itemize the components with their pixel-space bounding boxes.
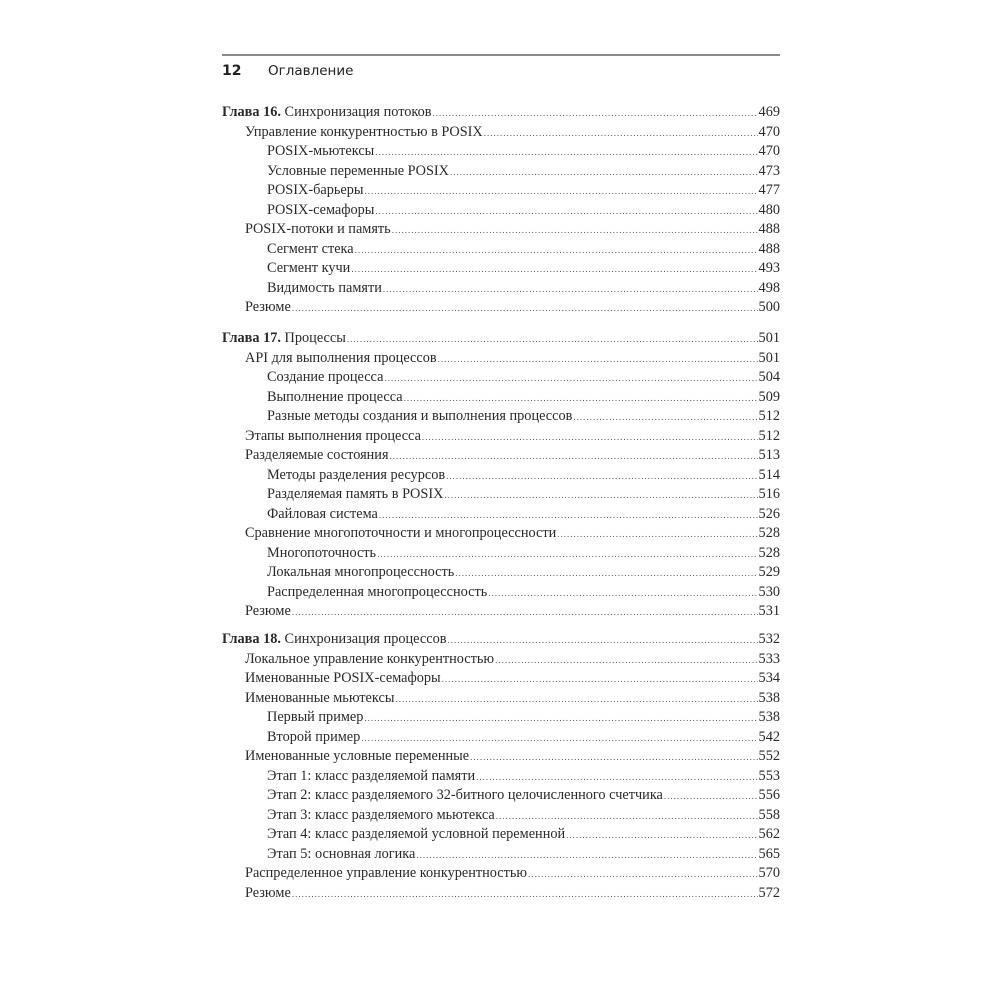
page-ref: 553: [758, 767, 780, 784]
chapter-title: [222, 103, 432, 123]
page-ref: 473: [758, 162, 780, 179]
dot-leader: [438, 350, 758, 370]
toc-section[interactable]: [222, 446, 780, 466]
page-ref: 572: [758, 884, 780, 901]
dot-leader: [557, 525, 757, 545]
dot-leader: [433, 104, 758, 124]
entry-title: Этап 5: основная логика: [267, 845, 416, 862]
toc-subsection[interactable]: [222, 485, 780, 505]
page-ref: 556: [758, 787, 780, 803]
toc-section[interactable]: [222, 123, 780, 143]
entry-title: POSIX-семафоры: [267, 201, 375, 218]
entry-title: Разные методы создания и выполнения процессов: [267, 408, 573, 424]
toc-subsection[interactable]: [222, 728, 780, 748]
chapter-title: [222, 329, 346, 349]
dot-leader: [488, 584, 757, 604]
toc-subsection[interactable]: [222, 279, 780, 299]
running-header: [222, 61, 353, 81]
toc-subsection[interactable]: [222, 388, 780, 408]
dot-leader: [484, 124, 758, 144]
entry-title: POSIX-барьеры: [267, 182, 364, 198]
entry-title: Локальная многопроцессность: [267, 564, 455, 580]
dot-leader: [383, 280, 758, 300]
toc-subsection[interactable]: [222, 201, 780, 221]
page-ref: 500: [758, 299, 780, 315]
dot-leader: [392, 221, 758, 241]
toc-section[interactable]: [222, 524, 780, 544]
chapter-name: Синхронизация процессов: [284, 631, 447, 647]
page-ref: 509: [758, 388, 780, 405]
entry-title: Видимость памяти: [267, 279, 382, 296]
dot-leader: [496, 807, 758, 827]
entry-title: Этап 1: класс разделяемой памяти: [267, 767, 476, 784]
entry-title: POSIX-мьютексы: [267, 143, 375, 159]
page-ref: 542: [758, 728, 780, 745]
dot-leader: [355, 241, 758, 261]
entry-title: POSIX-потоки и память: [245, 221, 391, 237]
chapter-title: [222, 630, 446, 650]
page-ref: 558: [758, 806, 780, 823]
toc-subsection[interactable]: [222, 240, 780, 260]
page-ref: 504: [758, 369, 780, 385]
toc-chapter-16: [222, 103, 780, 318]
toc-chapter-heading[interactable]: [222, 630, 780, 650]
dot-leader: [528, 865, 757, 885]
page-ref: 570: [758, 865, 780, 881]
toc-section[interactable]: [222, 427, 780, 447]
page-ref: 528: [758, 525, 780, 541]
toc-section[interactable]: [222, 602, 780, 622]
entry-title: Сегмент кучи: [267, 260, 351, 276]
page-ref: 498: [758, 279, 780, 296]
toc-section[interactable]: [222, 220, 780, 240]
chapter-name: Процессы: [284, 330, 346, 346]
page-ref: 562: [758, 826, 780, 842]
toc-subsection[interactable]: [222, 544, 780, 564]
entry-title: Разделяемая память в POSIX: [267, 486, 444, 502]
toc-chapter-18: [222, 630, 780, 903]
page-ref: 528: [758, 544, 780, 561]
toc-chapter-17: [222, 329, 780, 622]
entry-title: Резюме: [245, 884, 291, 901]
toc-section[interactable]: [222, 689, 780, 709]
dot-leader: [404, 389, 758, 409]
page-ref: 529: [758, 564, 780, 580]
entry-title: Распределенное управление конкурентностью: [245, 865, 528, 881]
page-ref: 488: [758, 240, 780, 257]
page-ref: 526: [758, 505, 780, 522]
dot-leader: [416, 846, 757, 866]
toc-subsection[interactable]: [222, 142, 780, 162]
page-ref: 501: [758, 349, 780, 366]
page-ref: 552: [758, 748, 780, 764]
dot-leader: [364, 182, 757, 202]
toc-section[interactable]: [222, 650, 780, 670]
dot-leader: [375, 143, 757, 163]
entry-title: Именованные POSIX-семафоры: [245, 670, 441, 686]
entry-title: Локальное управление конкурентностью: [245, 650, 495, 667]
page-ref: 565: [758, 845, 780, 862]
page-ref: 512: [758, 408, 780, 424]
page-number: 12: [222, 63, 242, 79]
entry-title: Условные переменные POSIX: [267, 162, 449, 179]
page-ref: 477: [758, 182, 780, 198]
dot-leader: [364, 709, 757, 729]
page-ref: 534: [758, 670, 780, 686]
page-ref: 470: [758, 143, 780, 159]
entry-title: Именованные условные переменные: [245, 748, 470, 764]
toc-chapter-heading[interactable]: [222, 103, 780, 123]
dot-leader: [292, 603, 758, 623]
entry-title: Этап 3: класс разделяемого мьютекса: [267, 806, 495, 823]
entry-title: API для выполнения процессов: [245, 349, 437, 366]
toc-subsection[interactable]: [222, 259, 780, 279]
entry-title: Резюме: [245, 299, 291, 315]
dot-leader: [422, 428, 758, 448]
dot-leader: [347, 330, 758, 350]
dot-leader: [379, 506, 758, 526]
page-ref: 538: [758, 689, 780, 706]
chapter-name: Синхронизация потоков: [284, 104, 432, 120]
chapter-prefix: Глава 18.: [222, 631, 281, 647]
page-ref: 516: [758, 486, 780, 502]
dot-leader: [375, 202, 757, 222]
dot-leader: [292, 885, 758, 905]
page-ref: 513: [758, 447, 780, 463]
toc-subsection[interactable]: [222, 162, 780, 182]
page-ref: 469: [758, 104, 780, 120]
entry-title: Этапы выполнения процесса: [245, 427, 421, 444]
toc-chapter-heading[interactable]: [222, 329, 780, 349]
toc-subsection[interactable]: [222, 845, 780, 865]
entry-title: Резюме: [245, 603, 291, 619]
page-ref: 533: [758, 650, 780, 667]
dot-leader: [361, 729, 757, 749]
toc-subsection[interactable]: [222, 786, 780, 806]
dot-leader: [442, 670, 758, 690]
entry-title: Многопоточность: [267, 544, 377, 561]
page-ref: 470: [758, 123, 780, 140]
dot-leader: [292, 299, 758, 319]
dot-leader: [384, 369, 757, 389]
header-rule: [222, 54, 780, 56]
toc-subsection[interactable]: [222, 708, 780, 728]
entry-title: Этап 2: класс разделяемого 32-битного целочисленного счетчика: [267, 787, 663, 803]
dot-leader: [351, 260, 757, 280]
page-ref: 512: [758, 427, 780, 444]
entry-title: Этап 4: класс разделяемой условной переменной: [267, 826, 566, 842]
page-ref: 538: [758, 709, 780, 725]
page-ref: 530: [758, 583, 780, 600]
chapter-prefix: Глава 17.: [222, 330, 281, 346]
dot-leader: [566, 826, 757, 846]
entry-title: Именованные мьютексы: [245, 689, 395, 706]
dot-leader: [444, 486, 757, 506]
toc-subsection[interactable]: [222, 825, 780, 845]
toc-subsection[interactable]: [222, 767, 780, 787]
toc-subsection[interactable]: [222, 806, 780, 826]
page-ref: 531: [758, 603, 780, 619]
entry-title: Методы разделения ресурсов: [267, 466, 446, 483]
toc-subsection[interactable]: [222, 583, 780, 603]
toc-section[interactable]: [222, 864, 780, 884]
entry-title: Первый пример: [267, 709, 364, 725]
entry-title: Сегмент стека: [267, 240, 354, 257]
page-ref: 493: [758, 260, 780, 276]
dot-leader: [664, 787, 758, 807]
toc-subsection[interactable]: [222, 181, 780, 201]
toc-section[interactable]: [222, 349, 780, 369]
entry-title: Распределенная многопроцессность: [267, 583, 488, 600]
page-ref: 480: [758, 201, 780, 218]
toc-section[interactable]: [222, 884, 780, 904]
dot-leader: [495, 651, 757, 671]
toc-subsection[interactable]: [222, 563, 780, 583]
entry-title: Выполнение процесса: [267, 388, 403, 405]
toc-subsection[interactable]: [222, 505, 780, 525]
dot-leader: [446, 467, 757, 487]
dot-leader: [377, 545, 757, 565]
toc-section[interactable]: [222, 747, 780, 767]
entry-title: Сравнение многопоточности и многопроцессности: [245, 525, 557, 541]
dot-leader: [573, 408, 757, 428]
toc-section[interactable]: [222, 298, 780, 318]
page-ref: 501: [758, 330, 780, 346]
toc-subsection[interactable]: [222, 407, 780, 427]
dot-leader: [470, 748, 757, 768]
dot-leader: [455, 564, 757, 584]
entry-title: Создание процесса: [267, 369, 384, 385]
entry-title: Второй пример: [267, 728, 361, 745]
page-ref: 514: [758, 466, 780, 483]
entry-title: Разделяемые состояния: [245, 447, 389, 463]
toc-subsection[interactable]: [222, 368, 780, 388]
dot-leader: [390, 447, 758, 467]
toc-section[interactable]: [222, 669, 780, 689]
entry-title: Файловая система: [267, 505, 378, 522]
dot-leader: [395, 690, 757, 710]
dot-leader: [447, 631, 757, 651]
toc-subsection[interactable]: [222, 466, 780, 486]
page-ref: 532: [758, 631, 780, 647]
dot-leader: [450, 163, 758, 183]
dot-leader: [476, 768, 757, 788]
chapter-prefix: Глава 16.: [222, 104, 281, 120]
running-title: Оглавление: [268, 63, 354, 79]
entry-title: Управление конкурентностью в POSIX: [245, 123, 483, 140]
page-ref: 488: [758, 221, 780, 237]
